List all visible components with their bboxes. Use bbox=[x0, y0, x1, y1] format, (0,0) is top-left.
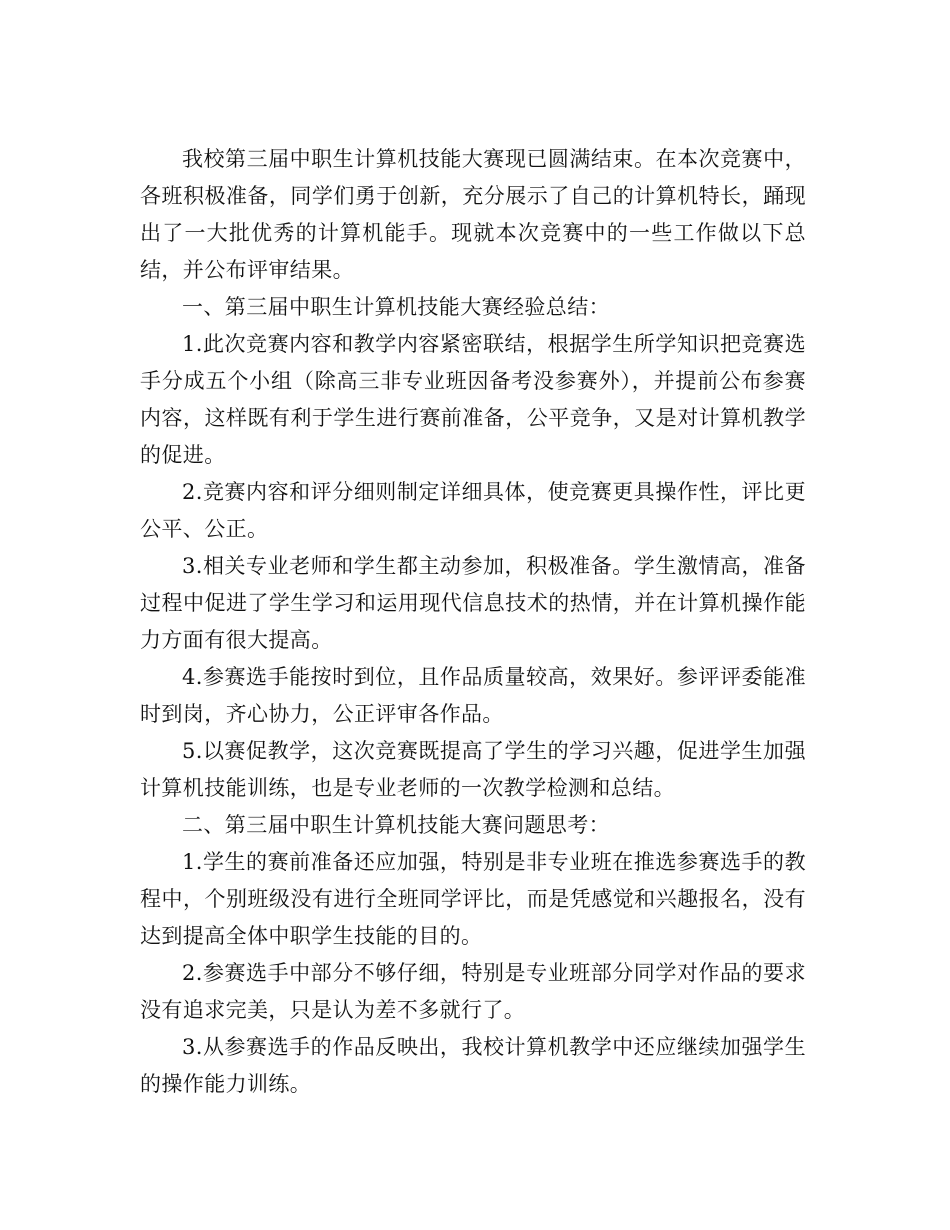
paragraph-experience-3: 3.相关专业老师和学生都主动参加，积极准备。学生激情高，准备过程中促进了学生学习和运用现代信息技术的热情，并在计算机操作能力方面有很大提高。 bbox=[140, 554, 806, 652]
paragraph-problem-2: 2.参赛选手中部分不够仔细，特别是专业班部分同学对作品的要求没有追求完美，只是认为差不多就行了。 bbox=[140, 961, 806, 1022]
paragraph-experience-2: 2.竞赛内容和评分细则制定详细具体，使竞赛更具操作性，评比更公平、公正。 bbox=[140, 480, 806, 541]
paragraph-experience-5: 5.以赛促教学，这次竞赛既提高了学生的学习兴趣，促进学生加强计算机技能训练，也是专业老师的一次教学检测和总结。 bbox=[140, 739, 806, 800]
paragraph-experience-1: 1.此次竞赛内容和教学内容紧密联结，根据学生所学知识把竞赛选手分成五个小组（除高三非专业班因备考没参赛外），并提前公布参赛内容，这样既有利于学生进行赛前准备，公平竞争，又是对计算机教学的促进。 bbox=[140, 332, 806, 467]
section-heading-experience: 一、第三届中职生计算机技能大赛经验总结： bbox=[182, 295, 610, 319]
section-heading-problems: 二、第三届中职生计算机技能大赛问题思考： bbox=[182, 813, 610, 837]
paragraph-problem-3: 3.从参赛选手的作品反映出，我校计算机教学中还应继续加强学生的操作能力训练。 bbox=[140, 1035, 806, 1096]
document-body bbox=[140, 141, 806, 1103]
paragraph-intro: 我校第三届中职生计算机技能大赛现已圆满结束。在本次竞赛中，各班积极准备，同学们勇于创新，充分展示了自己的计算机特长，踊现出了一大批优秀的计算机能手。现就本次竞赛中的一些工作做以下总结，并公布评审结果。 bbox=[140, 147, 806, 282]
paragraph-experience-4: 4.参赛选手能按时到位，且作品质量较高，效果好。参评评委能准时到岗，齐心协力，公正评审各作品。 bbox=[140, 665, 806, 726]
paragraph-problem-1: 1.学生的赛前准备还应加强，特别是非专业班在推选参赛选手的教程中，个别班级没有进行全班同学评比，而是凭感觉和兴趣报名，没有达到提高全体中职学生技能的目的。 bbox=[140, 850, 806, 948]
